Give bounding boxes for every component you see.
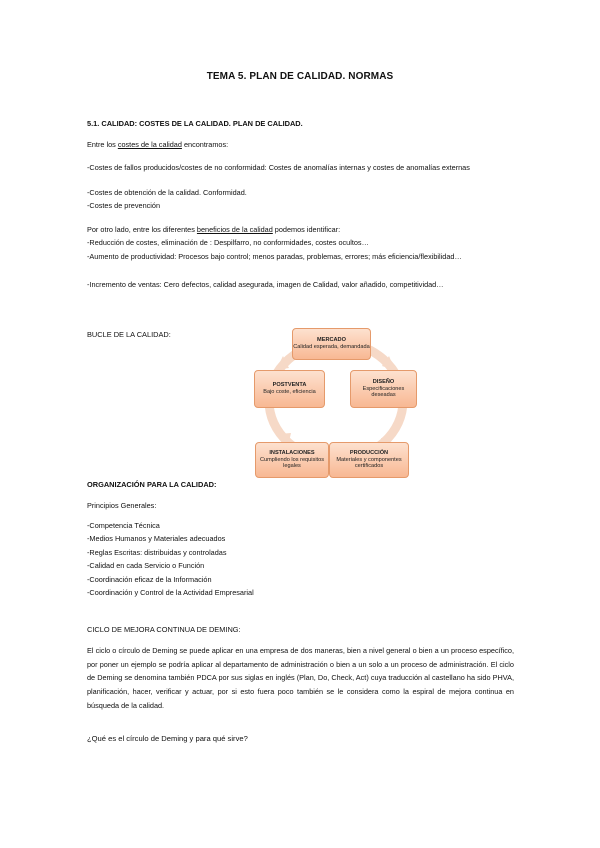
organizacion-subheading: Principios Generales: [87, 501, 157, 510]
loop-node-diseno [350, 370, 417, 408]
deming-heading: CICLO DE MEJORA CONTINUA DE DEMING: [87, 625, 241, 634]
benefits-item: -Incremento de ventas: Cero defectos, calidad asegurada, imagen de Calidad, valor añadido, competitividad… [87, 280, 444, 289]
costs-item: -Costes de fallos producidos/costes de no conformidad: Costes de anomalías internas y costes de anomalías externas [87, 163, 470, 172]
node-text: Cumpliendo los requisitos legales [259, 456, 325, 470]
bucle-heading: BUCLE DE LA CALIDAD: [87, 330, 171, 339]
benefits-item: -Reducción de costes, eliminación de : Despilfarro, no conformidades, costes ocultos… [87, 238, 369, 247]
principle-item: -Coordinación y Control de la Actividad Empresarial [87, 588, 254, 597]
deming-paragraph: El ciclo o círculo de Deming se puede aplicar en una empresa de dos maneras, bien a nivel general o bien a un proceso específico, por poner un ejemplo se podría aplicar al departamento de administración o bien a un solo a un proceso de administración. El ciclo de Deming se denomina también PDCA por sus siglas en inglés (Plan, Do, Check, Act) cuya traducción al castellano ha sido PHVA, planificación, hacer, verificar y actuar, por si esto fuera poco también se le considera como la espiral de mejora continua en búsqueda de la calidad. [87, 646, 514, 710]
loop-node-mercado [292, 328, 371, 360]
costs-intro-text: Entre los [87, 140, 118, 149]
node-text: Especificaciones deseadas [362, 385, 405, 399]
principle-item: -Calidad en cada Servicio o Función [87, 561, 205, 570]
loop-node-instalaciones [255, 442, 329, 478]
principle-item: -Competencia Técnica [87, 521, 160, 530]
node-text: Materiales y componentes certificados [336, 456, 402, 470]
node-title: INSTALACIONES [269, 449, 315, 456]
section-heading-costes: 5.1. CALIDAD: COSTES DE LA CALIDAD. PLAN DE CALIDAD. [87, 119, 303, 128]
costs-intro-tail: encontramos: [181, 140, 229, 149]
node-text: Bajo coste, eficiencia [263, 389, 316, 395]
benefits-intro-tail: podemos identificar: [272, 225, 341, 234]
deming-question: ¿Qué es el círculo de Deming y para qué sirve? [87, 734, 248, 743]
organizacion-heading: ORGANIZACIÓN PARA LA CALIDAD: [87, 480, 217, 489]
loop-node-postventa [254, 370, 325, 408]
benefits-intro-text: Por otro lado, entre los diferentes [87, 225, 197, 234]
principle-item: -Reglas Escritas: distribuidas y controladas [87, 548, 227, 557]
node-title: POSTVENTA [272, 382, 307, 389]
loop-node-produccion [329, 442, 409, 478]
costs-item: -Costes de prevención [87, 201, 161, 210]
costs-item: -Costes de obtención de la calidad. Conformidad. [87, 188, 247, 197]
node-title: DISEÑO [372, 378, 395, 385]
costs-link: costes de la calidad [117, 140, 182, 149]
page-title: TEMA 5. PLAN DE CALIDAD. NORMAS [206, 71, 394, 82]
benefits-link: beneficios de la calidad [196, 225, 273, 234]
node-title: MERCADO [317, 337, 346, 344]
principle-item: -Coordinación eficaz de la Información [87, 575, 212, 584]
principle-item: -Medios Humanos y Materiales adecuados [87, 534, 226, 543]
node-title: PRODUCCIÓN [349, 449, 389, 456]
node-text: Calidad esperada, demandada [293, 344, 370, 350]
benefits-item: -Aumento de productividad: Procesos bajo control; menos paradas, problemas, errores; más eficiencia/flexibilidad… [87, 252, 462, 261]
